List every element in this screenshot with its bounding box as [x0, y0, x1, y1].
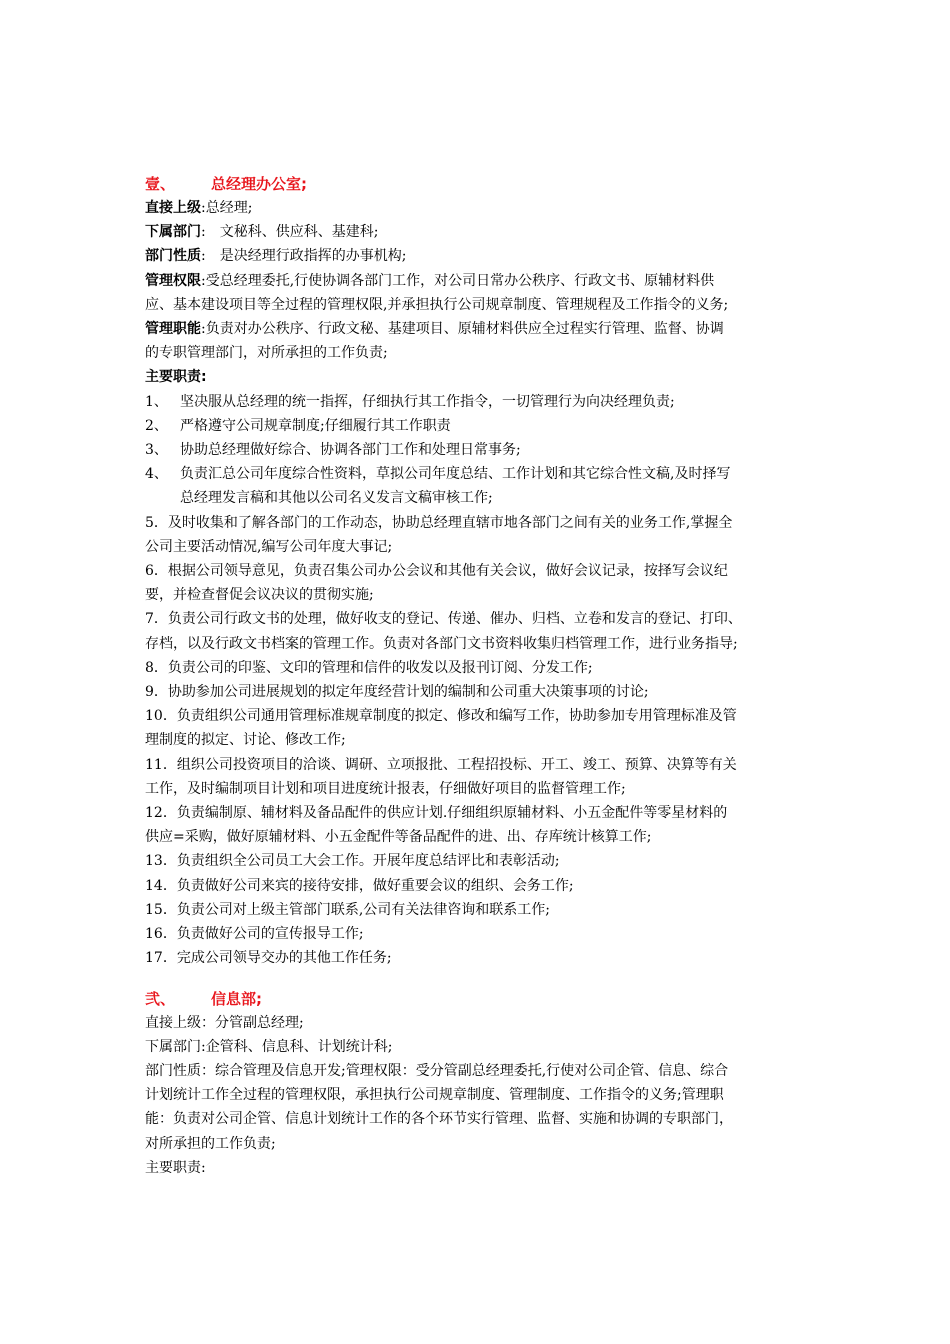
duty-item-13: 13．负责组织全公司员工大会工作。开展年度总结评比和表彰活动;: [145, 853, 560, 870]
duty-number: 2、: [145, 417, 168, 434]
duty-item-6-cont: 要，并检查督促会议决议的贯彻实施;: [145, 587, 374, 604]
field-value: :受总经理委托,行使协调各部门工作，对公司日常办公秩序、行政文书、原辅材料供: [201, 272, 715, 289]
section-1-heading: [145, 172, 855, 196]
section-2-line: 计划统计工作全过程的管理权限，承担执行公司规章制度、管理制度、工作指令的义务;管理职: [145, 1087, 724, 1104]
duty-item-6: 6．根据公司领导意见，负责召集公司办公会议和其他有关会议，做好会议记录，按择写会议纪: [145, 563, 728, 580]
duty-item-17: 17．完成公司领导交办的其他工作任务;: [145, 950, 392, 967]
duty-item-10-cont: 理制度的拟定、讨论、修改工作;: [145, 732, 346, 749]
duty-text: 协助总经理做好综合、协调各部门工作和处理日常事务;: [180, 442, 521, 459]
field-value: : 文秘科、供应科、基建科;: [201, 224, 379, 241]
field-value: : 是决经理行政指挥的办事机构;: [201, 248, 407, 265]
field-label: 管理职能: [145, 321, 201, 338]
mgmt-function-line: [145, 317, 855, 341]
duty-item-15: 15．负责公司对上级主管部门联系,公司有关法律咨询和联系工作;: [145, 901, 550, 918]
dept-nature-line: [145, 244, 855, 268]
subordinate-depts-line: [145, 220, 855, 244]
section-spacer: [145, 971, 855, 987]
duty-text: 负责汇总公司年度综合性资料，草拟公司年度总结、工作计划和其它综合性文稿,及时择写: [180, 466, 731, 483]
duty-item-12: 12．负责编制原、辅材料及备品配件的供应计划.仔细组织原辅材料、小五金配件等零星材料的: [145, 805, 728, 822]
duty-item-10: 10．负责组织公司通用管理标准规章制度的拟定、修改和编写工作，协助参加专用管理标准及管: [145, 708, 737, 725]
duty-item-3: [145, 438, 855, 462]
duty-text: 坚决服从总经理的统一指挥，仔细执行其工作指令，一切管理行为向决经理负责;: [180, 393, 675, 410]
duty-item-14: 14．负责做好公司来宾的接待安排，做好重要会议的组织、会务工作;: [145, 877, 574, 894]
section-1-title: 总经理办公室;: [211, 175, 307, 193]
field-value: :总经理;: [201, 200, 253, 216]
duty-item-7-cont: 存档，以及行政文书档案的管理工作。负责对各部门文书资料收集归档管理工作，进行业务指导;: [145, 635, 738, 652]
field-label: 部门性质: [145, 248, 201, 265]
duty-item-5: 5．及时收集和了解各部门的工作动态，协助总经理直辖市地各部门之间有关的业务工作,掌握全: [145, 514, 733, 531]
field-label: 直接上级: [145, 200, 201, 216]
section-2-title: 信息部;: [211, 989, 262, 1008]
duty-item-4: [145, 462, 855, 486]
main-duties-label: 主要职责:: [145, 369, 207, 386]
mgmt-authority-line-2: 应、基本建设项目等全过程的管理权限,并承担执行公司规章制度、管理规程及工作指令的义务;: [145, 296, 729, 313]
section-1-number: 壹、: [145, 175, 176, 193]
field-label: 管理权限: [145, 272, 201, 289]
duty-number: 4、: [145, 466, 168, 483]
direct-superior-line: [145, 196, 855, 220]
field-label: 下属部门: [145, 224, 201, 241]
duty-text: 严格遵守公司规章制度;仔细履行其工作职责: [180, 417, 451, 434]
duty-item-8: 8．负责公司的印鉴、文印的管理和信件的收发以及报刊订阅、分发工作;: [145, 659, 593, 676]
duty-item-16: 16．负责做好公司的宣传报导工作;: [145, 926, 364, 943]
duty-item-7: 7．负责公司行政文书的处理，做好收支的登记、传递、催办、归档、立卷和发言的登记、打印、: [145, 611, 742, 628]
field-value: :负责对办公秩序、行政文秘、基建项目、原辅材料供应全过程实行管理、监督、协调: [201, 321, 724, 338]
duty-number: 1、: [145, 393, 168, 410]
duty-item-1: [145, 390, 855, 414]
section-2-line: 对所承担的工作负责;: [145, 1135, 276, 1152]
section-2-number: 弐、: [145, 989, 176, 1008]
section-2-line: 直接上级：分管副总经理;: [145, 1014, 304, 1031]
duty-item-4-cont: 总经理发言稿和其他以公司名义发言文稿审核工作;: [180, 490, 493, 507]
document-page: [145, 172, 855, 1180]
duty-item-5-cont: 公司主要活动情况,编写公司年度大事记;: [145, 538, 393, 555]
section-2-line: 能：负责对公司企管、信息计划统计工作的各个环节实行管理、监督、实施和协调的专职部门，: [145, 1111, 733, 1128]
duty-item-11-cont: 工作，及时编制项目计划和项目进度统计报表，仔细做好项目的监督管理工作;: [145, 780, 626, 797]
section-2-heading: [145, 987, 855, 1011]
duty-item-2: [145, 414, 855, 438]
duty-item-11: 11．组织公司投资项目的洽谈、调研、立项报批、工程招投标、开工、竣工、预算、决算等有关: [145, 756, 737, 773]
duty-item-9: 9．协助参加公司进展规划的拟定年度经营计划的编制和公司重大决策事项的讨论;: [145, 684, 649, 701]
duty-number: 3、: [145, 442, 168, 459]
section-2-line: 主要职责:: [145, 1159, 206, 1176]
mgmt-authority-line: [145, 269, 855, 293]
section-2-line: 部门性质：综合管理及信息开发;管理权限：受分管副总经理委托,行使对公司企管、信息、综合: [145, 1062, 729, 1079]
section-2-line: 下属部门:企管科、信息科、计划统计科;: [145, 1038, 393, 1055]
mgmt-function-line-2: 的专职管理部门，对所承担的工作负责;: [145, 345, 388, 362]
duty-item-12-cont: 供应=采购，做好原辅材料、小五金配件等备品配件的进、出、存库统计核算工作;: [145, 829, 652, 846]
